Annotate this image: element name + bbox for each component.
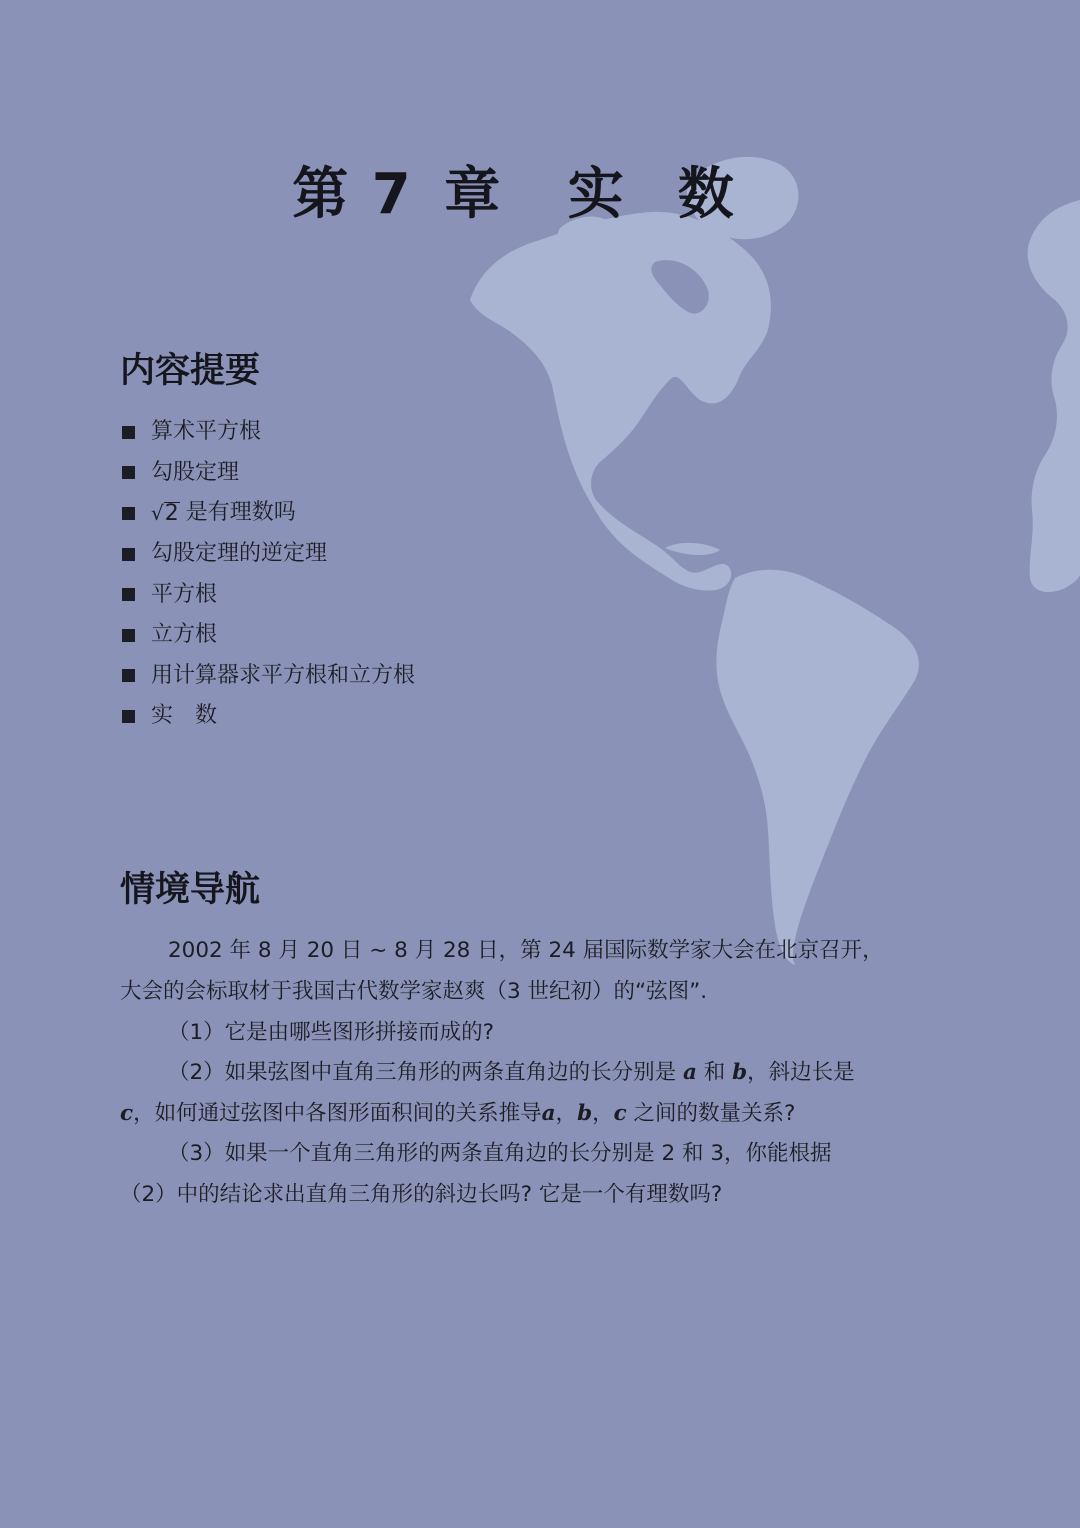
topic-label: 勾股定理的逆定理 <box>151 541 328 567</box>
intro-paragraph-line-2: 大会的会标取材于我国古代数学家赵爽（3 世纪初）的“弦图”. <box>120 979 708 1004</box>
topic-label: 用计算器求平方根和立方根 <box>151 662 416 688</box>
bullet-square-icon <box>122 629 135 642</box>
topic-label: 立方根 <box>151 622 218 648</box>
bullet-square-icon <box>122 507 135 520</box>
question-1: （1）它是由哪些图形拼接而成的? <box>168 1020 495 1045</box>
question-3-line-2: （2）中的结论求出直角三角形的斜边长吗? 它是一个有理数吗? <box>120 1182 723 1207</box>
bullet-square-icon <box>122 548 135 561</box>
bullet-square-icon <box>122 588 135 601</box>
topic-label: 平方根 <box>151 581 218 607</box>
list-item <box>122 656 415 697</box>
variable-a: a <box>683 1060 697 1085</box>
list-item <box>122 574 415 615</box>
variable-b: b <box>732 1060 748 1085</box>
situation-heading: 情境导航 <box>120 869 261 910</box>
cuba-shape <box>665 543 720 555</box>
north-america-shape <box>470 212 771 591</box>
topic-label: 勾股定理 <box>151 459 240 485</box>
question-2-line-1 <box>168 1053 940 1093</box>
question-2-text: ， <box>555 1101 578 1126</box>
chapter-prefix: 第 <box>292 162 351 227</box>
question-2-text: ，如何通过弦图中各图形面积间的关系推导 <box>133 1101 542 1126</box>
list-item <box>122 412 415 453</box>
south-america-shape <box>716 570 919 965</box>
list-item <box>122 696 415 737</box>
topic-list <box>122 412 415 737</box>
question-2-line-2 <box>120 1094 940 1134</box>
chapter-title <box>0 150 1080 230</box>
sqrt-symbol: √ <box>151 501 164 526</box>
variable-c: c <box>120 1101 134 1126</box>
variable-b: b <box>577 1101 593 1126</box>
variable-a: a <box>541 1101 556 1126</box>
question-2-text: ，斜边长是 <box>747 1060 855 1085</box>
question-2-text: （2）如果弦图中直角三角形的两条直角边的长分别是 <box>168 1060 684 1085</box>
topic-label: 实数 <box>151 703 240 729</box>
question-2-text: 之间的数量关系? <box>626 1101 796 1126</box>
chapter-suffix: 章 <box>444 162 503 227</box>
list-item <box>122 453 415 494</box>
bullet-square-icon <box>122 669 135 682</box>
topic-label: 算术平方根 <box>151 419 262 445</box>
list-item <box>122 615 415 656</box>
list-item <box>122 534 415 575</box>
question-2-text: ， <box>592 1101 614 1126</box>
bullet-square-icon <box>122 710 135 723</box>
bullet-square-icon <box>122 426 135 439</box>
sqrt-radicand: 2 <box>164 500 179 526</box>
chapter-number: 7 <box>371 162 413 227</box>
question-3-line-1: （3）如果一个直角三角形的两条直角边的长分别是 2 和 3，你能根据 <box>168 1141 832 1166</box>
europe-africa-shape <box>1028 200 1080 592</box>
summary-heading: 内容提要 <box>120 350 261 391</box>
chapter-name: 实数 <box>567 162 788 227</box>
intro-paragraph-line-1: 2002 年 8 月 20 日 ~ 8 月 28 日，第 24 届国际数学家大会在北京召开， <box>168 938 884 963</box>
question-2-text: 和 <box>696 1060 733 1085</box>
list-item <box>122 493 415 534</box>
topic-label: 是有理数吗 <box>185 500 296 526</box>
bullet-square-icon <box>122 466 135 479</box>
variable-c: c <box>613 1101 627 1126</box>
